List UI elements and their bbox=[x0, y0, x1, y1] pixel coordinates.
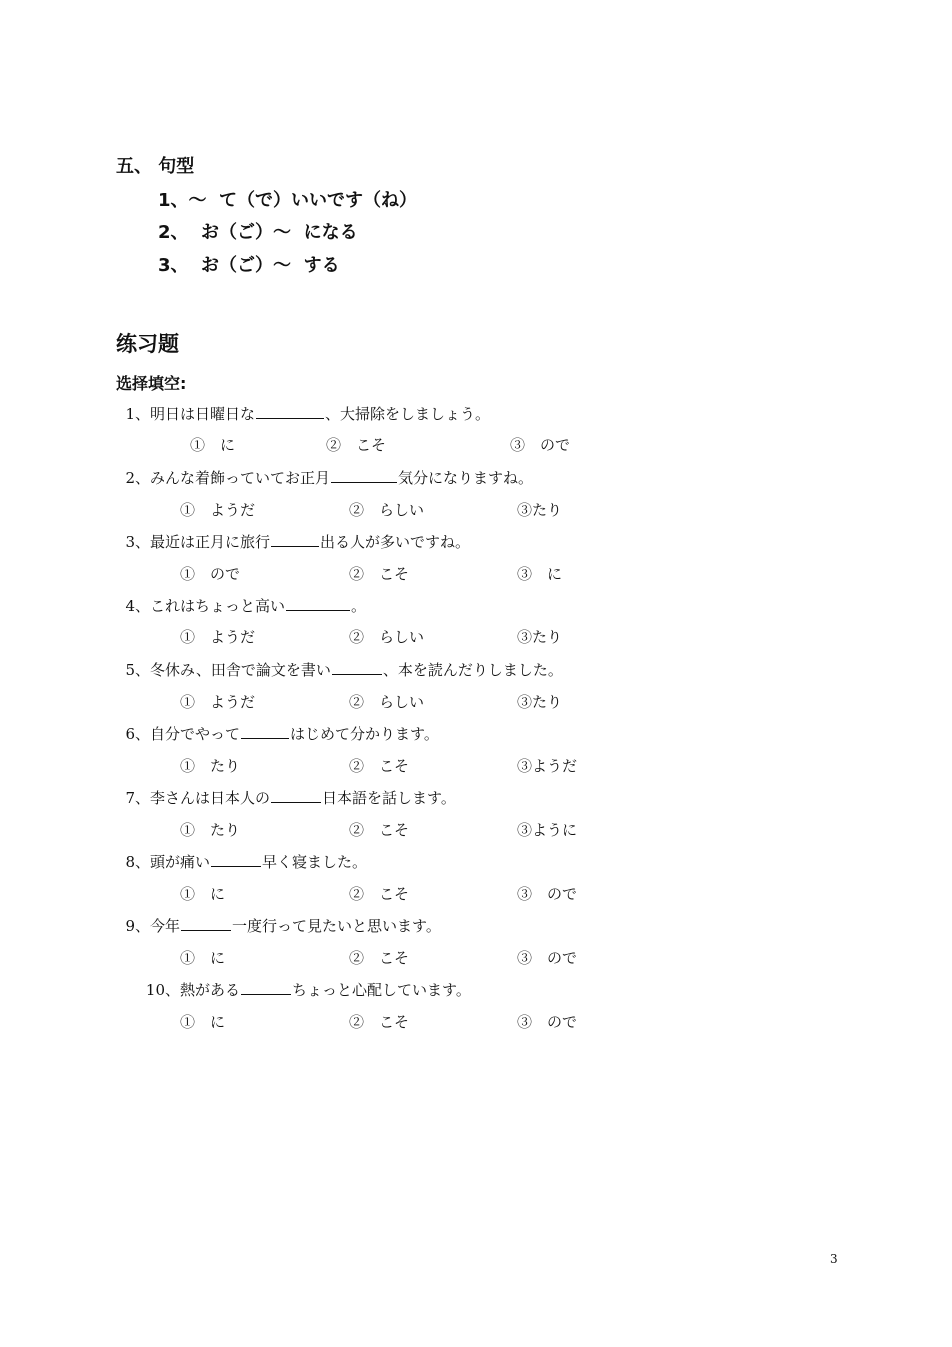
option-2b[interactable]: ② らしい bbox=[349, 501, 425, 519]
option-9c[interactable]: ③ ので bbox=[517, 949, 578, 967]
exercise-title: 练习题 bbox=[116, 332, 179, 356]
option-5a[interactable]: ① ようだ bbox=[180, 693, 256, 711]
question-number: 2、 bbox=[125, 469, 150, 487]
option-2c[interactable]: ③たり bbox=[517, 501, 563, 519]
question-text-after: 。 bbox=[351, 597, 367, 615]
question-text-before: 最近は正月に旅行 bbox=[150, 533, 271, 551]
pattern-2: 2、 お（ご）～ になる bbox=[158, 222, 358, 243]
question-9 bbox=[118, 915, 441, 937]
option-1a[interactable]: ① に bbox=[190, 436, 236, 454]
question-text-before: 冬休み、田舎で論文を書い bbox=[150, 661, 331, 679]
answer-blank[interactable] bbox=[271, 787, 321, 803]
question-number: 9、 bbox=[125, 917, 150, 935]
question-text-before: 明日は日曜日な bbox=[150, 405, 256, 423]
question-number: 10、 bbox=[145, 981, 180, 999]
option-6c[interactable]: ③ようだ bbox=[517, 757, 578, 775]
question-1 bbox=[118, 403, 490, 425]
question-2 bbox=[118, 467, 533, 489]
option-10a[interactable]: ① に bbox=[180, 1013, 226, 1031]
option-8b[interactable]: ② こそ bbox=[349, 885, 410, 903]
question-text-after: はじめて分かります。 bbox=[290, 725, 439, 743]
answer-blank[interactable] bbox=[256, 403, 324, 419]
option-7a[interactable]: ① たり bbox=[180, 821, 241, 839]
option-3a[interactable]: ① ので bbox=[180, 565, 241, 583]
answer-blank[interactable] bbox=[241, 723, 289, 739]
question-text-after: 気分になりますね。 bbox=[398, 469, 534, 487]
option-7c[interactable]: ③ように bbox=[517, 821, 578, 839]
answer-blank[interactable] bbox=[271, 531, 319, 547]
question-6 bbox=[118, 723, 439, 745]
option-3b[interactable]: ② こそ bbox=[349, 565, 410, 583]
answer-blank[interactable] bbox=[211, 851, 261, 867]
question-number: 3、 bbox=[125, 533, 150, 551]
question-text-before: 熱がある bbox=[180, 981, 241, 999]
question-number: 7、 bbox=[125, 789, 150, 807]
question-number: 8、 bbox=[125, 853, 150, 871]
pattern-3: 3、 お（ご）～ する bbox=[158, 255, 340, 276]
answer-blank[interactable] bbox=[332, 659, 382, 675]
answer-blank[interactable] bbox=[181, 915, 231, 931]
question-text-before: 今年 bbox=[150, 917, 181, 935]
question-text-after: 、大掃除をしましょう。 bbox=[325, 405, 491, 423]
question-10 bbox=[118, 979, 471, 1001]
question-8 bbox=[118, 851, 367, 873]
question-text-after: 、本を読んだりしました。 bbox=[382, 661, 563, 679]
answer-blank[interactable] bbox=[241, 979, 291, 995]
option-5c[interactable]: ③たり bbox=[517, 693, 563, 711]
question-7 bbox=[118, 787, 456, 809]
pattern-1: 1、～ て（で）いいです（ね） bbox=[158, 190, 418, 211]
question-text-after: 日本語を話します。 bbox=[322, 789, 456, 807]
question-text-after: 早く寝ました。 bbox=[262, 853, 368, 871]
option-7b[interactable]: ② こそ bbox=[349, 821, 410, 839]
option-2a[interactable]: ① ようだ bbox=[180, 501, 256, 519]
option-6b[interactable]: ② こそ bbox=[349, 757, 410, 775]
question-text-before: みんな着飾っていてお正月 bbox=[150, 469, 331, 487]
page-number: 3 bbox=[830, 1252, 838, 1266]
option-8c[interactable]: ③ ので bbox=[517, 885, 578, 903]
option-10c[interactable]: ③ ので bbox=[517, 1013, 578, 1031]
question-5 bbox=[118, 659, 563, 681]
question-number: 1、 bbox=[125, 405, 150, 423]
option-1c[interactable]: ③ ので bbox=[510, 436, 571, 454]
option-3c[interactable]: ③ に bbox=[517, 565, 563, 583]
option-5b[interactable]: ② らしい bbox=[349, 693, 425, 711]
question-text-after: 出る人が多いですね。 bbox=[320, 533, 471, 551]
question-number: 5、 bbox=[125, 661, 150, 679]
question-3 bbox=[118, 531, 470, 553]
question-number: 4、 bbox=[125, 597, 150, 615]
question-text-before: これはちょっと高い bbox=[150, 597, 286, 615]
option-4c[interactable]: ③たり bbox=[517, 628, 563, 646]
option-4b[interactable]: ② らしい bbox=[349, 628, 425, 646]
question-text-before: 自分でやって bbox=[150, 725, 241, 743]
question-text-after: ちょっと心配しています。 bbox=[292, 981, 471, 999]
question-number: 6、 bbox=[125, 725, 150, 743]
question-text-before: 李さんは日本人の bbox=[150, 789, 271, 807]
option-9b[interactable]: ② こそ bbox=[349, 949, 410, 967]
option-4a[interactable]: ① ようだ bbox=[180, 628, 256, 646]
option-6a[interactable]: ① たり bbox=[180, 757, 241, 775]
section-title: 五、 句型 bbox=[116, 156, 195, 177]
question-4 bbox=[118, 595, 366, 617]
option-10b[interactable]: ② こそ bbox=[349, 1013, 410, 1031]
question-text-before: 頭が痛い bbox=[150, 853, 211, 871]
option-9a[interactable]: ① に bbox=[180, 949, 226, 967]
exercise-subtitle: 选择填空: bbox=[116, 374, 187, 393]
option-8a[interactable]: ① に bbox=[180, 885, 226, 903]
answer-blank[interactable] bbox=[286, 595, 350, 611]
option-1b[interactable]: ② こそ bbox=[326, 436, 387, 454]
question-text-after: 一度行って見たいと思います。 bbox=[232, 917, 441, 935]
answer-blank[interactable] bbox=[331, 467, 397, 483]
